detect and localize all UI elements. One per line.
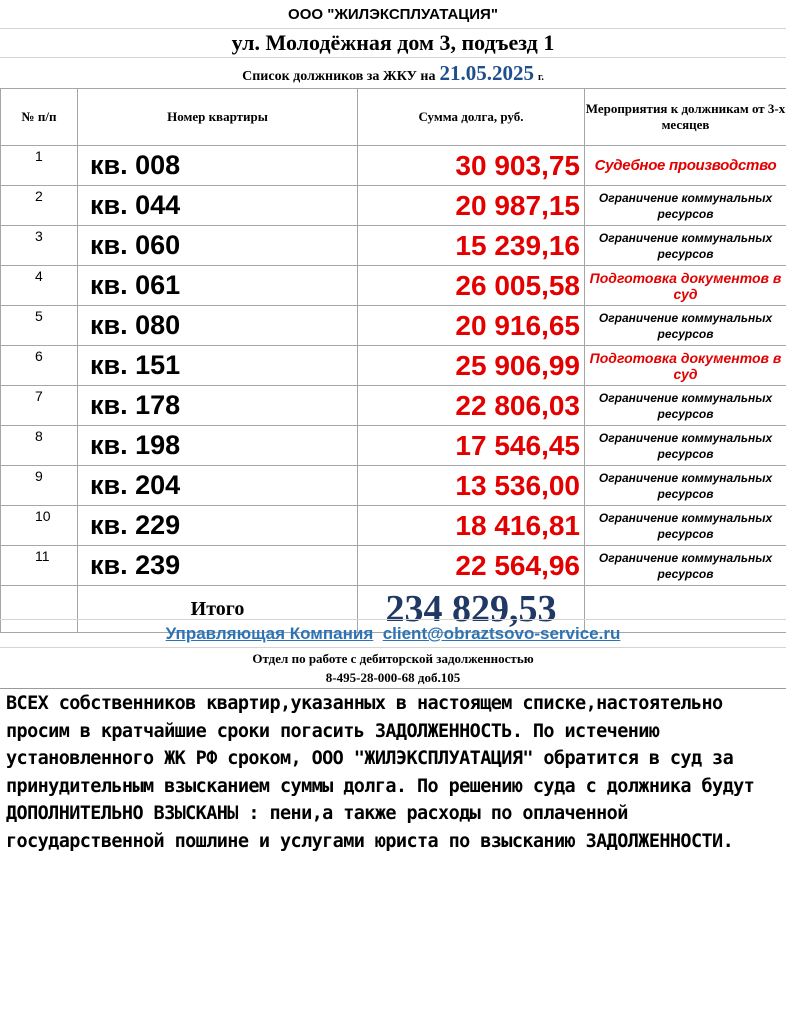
row-number: 9 [1,466,78,506]
debt-amount: 18 416,81 [358,506,585,546]
company-line [0,622,786,646]
table-row [1,306,786,346]
table-row [1,146,786,186]
table-body [1,146,786,586]
row-number: 10 [1,506,78,546]
apartment-number: кв. 204 [78,466,358,506]
debtors-table [0,88,786,633]
department-phone: 8-495-28-000-68 доб.105 [325,670,461,685]
apartment-number: кв. 239 [78,546,358,586]
apartment-number: кв. 229 [78,506,358,546]
table-header-row [1,89,786,146]
building-address: ул. Молодёжная дом 3, подъезд 1 [231,30,555,55]
apartment-number: кв. 060 [78,226,358,266]
total-amount: 234 829,53 [358,586,585,633]
table-row [1,506,786,546]
column-header-apartment: Номер квартиры [78,89,358,146]
debtor-action: Ограничение коммунальных ресурсов [585,466,786,506]
debt-amount: 15 239,16 [358,226,585,266]
debtor-action: Ограничение коммунальных ресурсов [585,426,786,466]
divider [0,57,786,58]
column-header-amount: Сумма долга, руб. [358,89,585,146]
company-label: Управляющая Компания [165,624,374,643]
debt-amount: 20 916,65 [358,306,585,346]
divider [0,688,786,689]
row-number: 11 [1,546,78,586]
table-row [1,386,786,426]
divider [0,619,786,620]
row-number: 8 [1,426,78,466]
apartment-number: кв. 151 [78,346,358,386]
column-header-actions: Мероприятия к должникам от 3-х месяцев [585,89,786,146]
apartment-number: кв. 044 [78,186,358,226]
row-number: 5 [1,306,78,346]
table-row [1,426,786,466]
row-number: 6 [1,346,78,386]
divider [0,647,786,648]
list-title [0,59,786,87]
debt-amount: 30 903,75 [358,146,585,186]
debt-amount: 26 005,58 [358,266,585,306]
debt-amount: 13 536,00 [358,466,585,506]
organization-name: ООО "ЖИЛЭКСПЛУАТАЦИЯ" [288,6,498,23]
debtor-action: Ограничение коммунальных ресурсов [585,386,786,426]
table-row [1,226,786,266]
debtor-action: Подготовка документов в суд [585,346,786,386]
apartment-number: кв. 008 [78,146,358,186]
company-email-link[interactable]: client@obraztsovo-service.ru [382,624,621,643]
column-header-number: № п/п [1,89,78,146]
debt-amount: 17 546,45 [358,426,585,466]
table-row [1,266,786,306]
row-number: 4 [1,266,78,306]
row-number: 2 [1,186,78,226]
debt-amount: 20 987,15 [358,186,585,226]
apartment-number: кв. 061 [78,266,358,306]
debtor-action: Ограничение коммунальных ресурсов [585,226,786,266]
list-title-label: Список должников за ЖКУ на [242,69,436,84]
row-number: 3 [1,226,78,266]
total-label: Итого [78,586,358,633]
list-year-suffix: г. [537,72,544,83]
table-row [1,546,786,586]
debtor-action: Ограничение коммунальных ресурсов [585,306,786,346]
apartment-number: кв. 198 [78,426,358,466]
apartment-number: кв. 080 [78,306,358,346]
debt-amount: 22 806,03 [358,386,585,426]
list-date: 21.05.2025 [439,61,534,85]
debtor-action: Судебное производство [585,146,786,186]
apartment-number: кв. 178 [78,386,358,426]
debtor-action: Ограничение коммунальных ресурсов [585,546,786,586]
table-row [1,186,786,226]
department-name: Отдел по работе с дебиторской задолженностью [252,651,534,666]
debt-notice-text: ВСЕХ собственников квартир,указанных в настоящем списке,настоятельно просим в кратчайшие сроки погасить ЗАДОЛЖЕННОСТЬ. По истечению установленного ЖК РФ сроком, ООО "ЖИЛЭКСПЛУАТАЦИЯ" обратится в суд за принудительным взысканием суммы долга. По решению суда с должника будут ДОПОЛНИТЕЛЬНО ВЗЫСКАНЫ : пени,а также расходы по оплаченной государственной пошлине и услугами юриста по взысканию ЗАДОЛЖЕННОСТИ. [6,693,755,852]
debt-amount: 25 906,99 [358,346,585,386]
table-row [1,346,786,386]
row-number: 1 [1,146,78,186]
debtor-action: Подготовка документов в суд [585,266,786,306]
debtor-action: Ограничение коммунальных ресурсов [585,186,786,226]
table-row [1,466,786,506]
debtor-action: Ограничение коммунальных ресурсов [585,506,786,546]
row-number: 7 [1,386,78,426]
debt-amount: 22 564,96 [358,546,585,586]
